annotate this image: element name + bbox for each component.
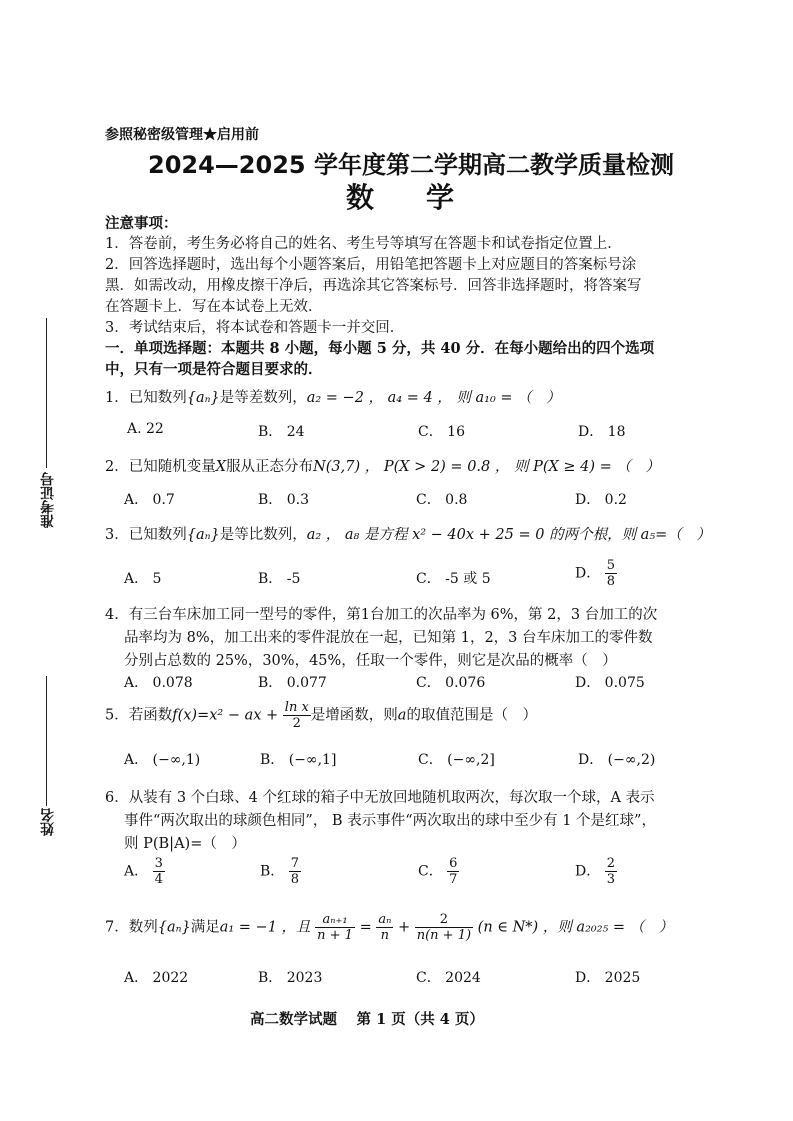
q6-option-d[interactable]: D． $\frac{2}{3}$ — [575, 856, 615, 887]
question-5: 5．若函数f(x)=x² − ax + $\frac{\text{ln x}}{2}$ 是增函数，则a的取值范围是（ ） — [105, 700, 537, 731]
question-4-line-1: 4．有三台车床加工同一型号的零件，第1台加工的次品率为 6%，第 2，3 台加工的次 — [105, 607, 658, 623]
q3-option-d[interactable]: D． $\frac{5}{8}$ — [575, 558, 615, 589]
q6-option-a-fraction: $\frac{3}{4}$ — [154, 856, 163, 887]
q6-option-d-fraction: $\frac{2}{3}$ — [606, 856, 615, 887]
secret-level: 参照秘密级管理★启用前 — [105, 127, 259, 143]
q7-option-b[interactable]: B． 2023 — [258, 970, 323, 986]
q5-option-c[interactable]: C． (−∞,2] — [418, 752, 495, 768]
subject-title: 数 学 — [346, 181, 467, 214]
q1-option-c[interactable]: C． 16 — [418, 424, 465, 440]
question-6-line-3: 则 P(B|A)=（ ） — [124, 836, 246, 852]
q3-option-c[interactable]: C． -5 或 5 — [416, 571, 491, 587]
exam-title: 2024—2025 学年度第二学期高二教学质量检测 — [148, 151, 674, 179]
q3-option-a[interactable]: A． 5 — [124, 571, 162, 587]
q7-option-d[interactable]: D． 2025 — [575, 970, 641, 986]
note-1: 1．答卷前，考生务必将自己的姓名、考生号等填写在答题卡和试卷指定位置上． — [105, 236, 622, 252]
q2-option-a[interactable]: A． 0.7 — [124, 492, 175, 508]
question-4-line-3: 分别占总数的 25%，30%，45%，任取一个零件，则它是次品的概率（ ） — [124, 653, 617, 669]
section1-line2: 中，只有一项是符合题目要求的． — [105, 361, 323, 378]
question-1: 1．已知数列{aₙ}是等差数列，a₂ = −2 ， a₄ = 4 ， 则 a₁₀ = （ ） — [105, 390, 561, 406]
q5-option-a[interactable]: A． (−∞,1) — [124, 752, 201, 768]
name-underline — [46, 676, 47, 806]
q3-option-b[interactable]: B． -5 — [258, 571, 301, 587]
q5-option-b[interactable]: B． (−∞,1] — [260, 752, 337, 768]
question-2: 2．已知随机变量X服从正态分布N(3,7) ， P(X > 2) = 0.8 ， 则 P(X ≥ 4) = （ ） — [105, 459, 660, 475]
q3-option-d-fraction: $\frac{5}{8}$ — [606, 558, 615, 589]
exam-id-underline — [46, 318, 47, 468]
notes-heading: 注意事项： — [105, 215, 178, 232]
q4-option-d[interactable]: D． 0.075 — [575, 675, 645, 691]
q7-option-a[interactable]: A． 2022 — [124, 970, 189, 986]
q2-option-c[interactable]: C． 0.8 — [416, 492, 468, 508]
question-4-line-2: 品率均为 8%，加工出来的零件混放在一起，已知第 1，2，3 台车床加工的零件数 — [124, 630, 653, 646]
q7-fraction-2: $\frac{\text{aₙ}}{n}$ — [378, 912, 392, 943]
q7-option-c[interactable]: C． 2024 — [416, 970, 481, 986]
q5-option-d[interactable]: D． (−∞,2) — [578, 752, 656, 768]
exam-id-label: 准考证号 — [40, 472, 56, 528]
page-footer: 高二数学试题 第 1 页（共 4 页） — [250, 1011, 484, 1028]
q7-fraction-1: $\frac{\text{aₙ₊₁}}{n + 1}$ — [317, 912, 353, 943]
q6-option-a[interactable]: A． $\frac{3}{4}$ — [124, 856, 163, 887]
q6-option-c-fraction: $\frac{6}{7}$ — [449, 856, 458, 887]
note-2a: 2．回答选择题时，选出每个小题答案后，用铅笔把答题卡上对应题目的答案标号涂 — [105, 257, 637, 273]
question-3: 3．已知数列{aₙ}是等比数列，a₂ ， a₈ 是方程 x² − 40x + 25 = 0 的两个根，则 a₅=（ ） — [105, 527, 711, 543]
question-6-line-1: 6．从装有 3 个白球、4 个红球的箱子中无放回地随机取两次，每次取一个球，A 表示 — [105, 790, 655, 806]
note-2b: 黑．如需改动，用橡皮擦干净后，再选涂其它答案标号．回答非选择题时，将答案写 — [105, 278, 642, 294]
q1-option-b[interactable]: B． 24 — [258, 424, 305, 440]
note-3: 3．考试结束后，将本试卷和答题卡一并交回． — [105, 320, 405, 336]
q2-option-b[interactable]: B． 0.3 — [258, 492, 310, 508]
question-7: 7．数列{aₙ}满足a₁ = −1 ，且 $\frac{\text{aₙ₊₁}}{n + 1}$ = $\frac{\text{aₙ}}{n}$ + $\frac{2}{n(n + 1)}$ (n ∈ N*) ，则 a₂₀₂₅ = （ ） — [105, 912, 674, 943]
q6-option-c[interactable]: C． $\frac{6}{7}$ — [418, 856, 458, 887]
q5-ln-fraction: $\frac{\text{ln x}}{2}$ — [284, 700, 309, 731]
q4-option-b[interactable]: B． 0.077 — [258, 675, 327, 691]
q1-option-d[interactable]: D． 18 — [578, 424, 626, 440]
q7-fraction-3: $\frac{2}{n(n + 1)}$ — [416, 912, 472, 943]
q1-option-a[interactable]: A. 22 — [127, 421, 164, 437]
q2-option-d[interactable]: D． 0.2 — [575, 492, 627, 508]
question-6-line-2: 事件“两次取出的球颜色相同”， B 表示事件“两次取出的球中至少有 1 个是红球”， — [124, 813, 656, 829]
name-label: 姓名 — [40, 808, 56, 836]
note-2c: 在答题卡上．写在本试卷上无效． — [105, 299, 323, 315]
section1-line1: 一．单项选择题：本题共 8 小题，每小题 5 分，共 40 分．在每小题给出的四个选项 — [105, 340, 655, 357]
q6-option-b[interactable]: B． $\frac{7}{8}$ — [260, 856, 300, 887]
q4-option-a[interactable]: A． 0.078 — [124, 675, 193, 691]
q4-option-c[interactable]: C． 0.076 — [416, 675, 486, 691]
q6-option-b-fraction: $\frac{7}{8}$ — [290, 856, 300, 887]
